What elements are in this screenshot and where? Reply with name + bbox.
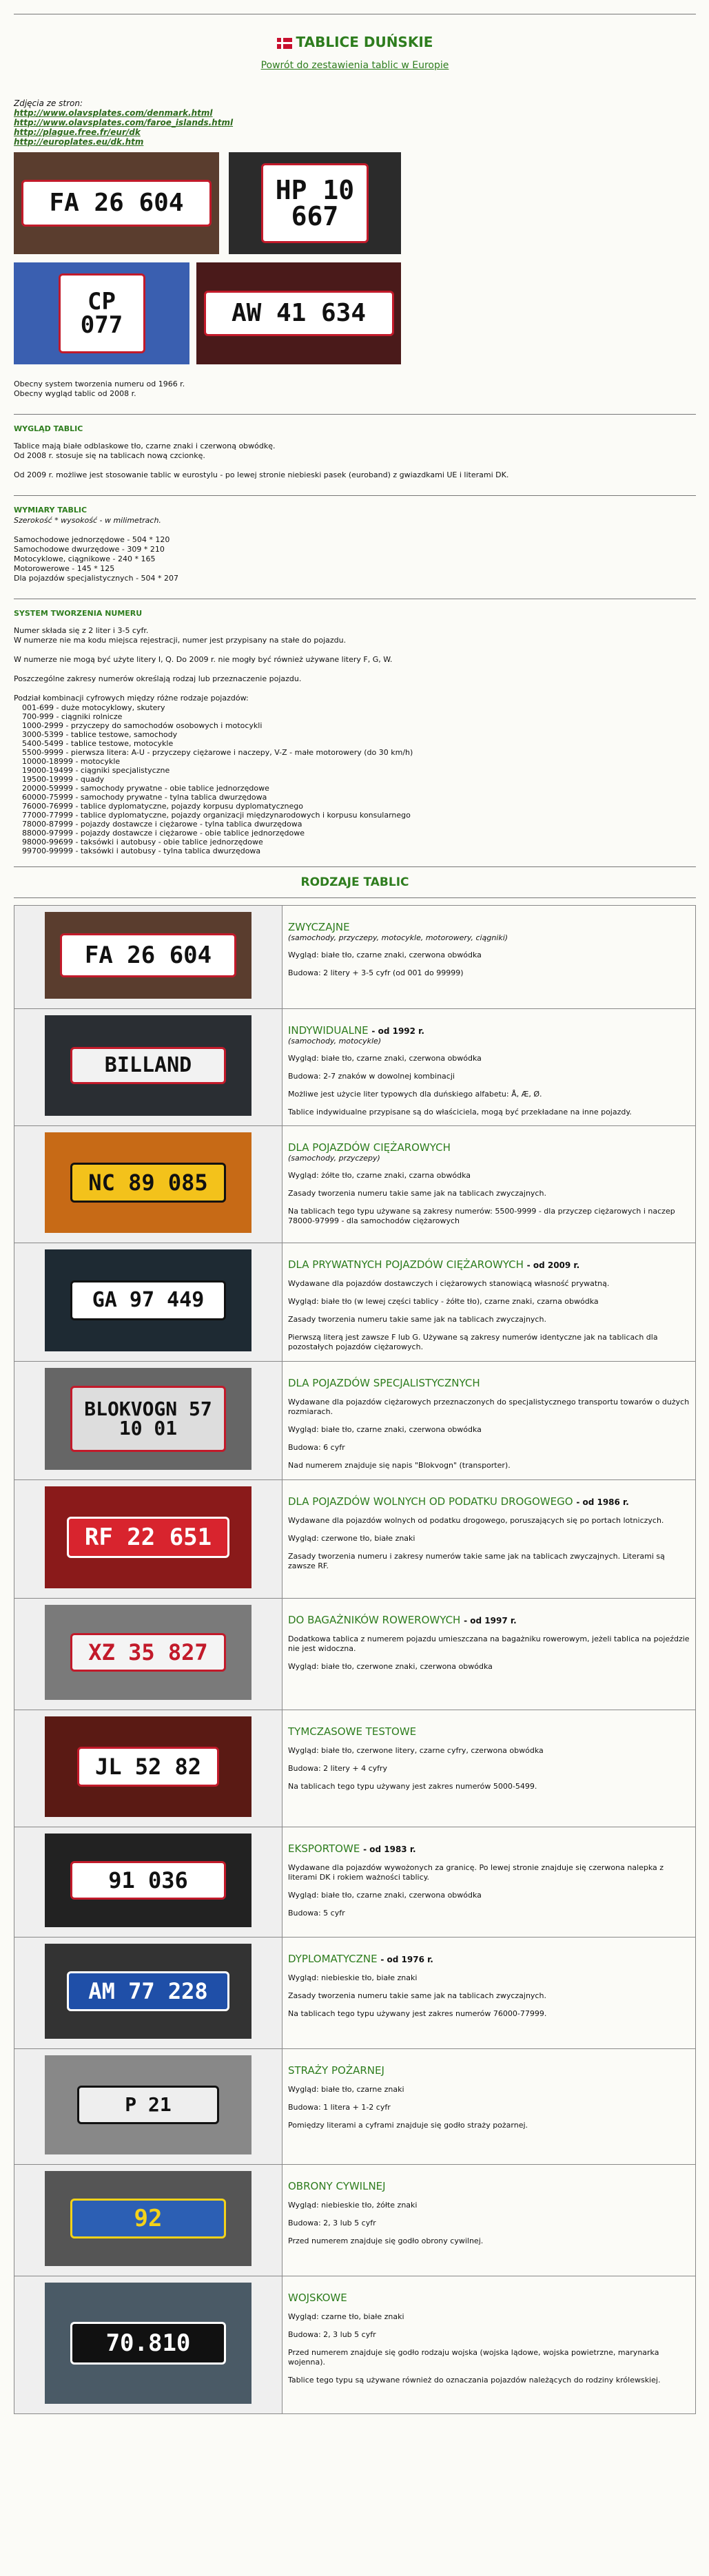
plate: 91 036 (70, 1861, 226, 1900)
plate-photo (45, 1015, 251, 1116)
type-name-text: WOJSKOWE (288, 2292, 347, 2304)
type-line: Zasady tworzenia numeru i zakresy numerów takie same jak na tablicach zwyczajnych. Literami są zawsze RF. (288, 1552, 665, 1570)
types-heading: RODZAJE TABLIC (300, 875, 409, 889)
type-line: Wygląd: białe tło, czarne znaki, czerwona obwódka (288, 951, 482, 959)
plate-type-row (14, 2276, 696, 2414)
range-item: 3000-5399 - tablice testowe, samochody (22, 730, 178, 739)
range-item: 78000-87999 - pojazdy dostawcze i ciężarowe - tylna tablica dwurzędowa (22, 820, 302, 829)
plate: BLOKVOGN 57 10 01 (70, 1386, 226, 1452)
type-line: Tablice tego typu są używane również do oznaczania pojazdów należących do rodziny królewskiej. (288, 2376, 661, 2385)
dims-section (14, 516, 696, 583)
plate-type-row (14, 1480, 696, 1599)
plate-type-row (14, 1599, 696, 1710)
type-name (288, 2180, 690, 2192)
intro (14, 380, 696, 399)
type-line: Budowa: 6 cyfr (288, 1443, 345, 1452)
type-date: - od 1997 r. (464, 1616, 517, 1625)
type-line: Zasady tworzenia numeru takie same jak na tablicach zwyczajnych. (288, 1315, 546, 1324)
plate-description-cell (282, 1710, 696, 1827)
plate-type-row (14, 906, 696, 1009)
section-heading-dims: WYMIARY TABLIC (14, 506, 88, 515)
plate-image-cell (14, 1480, 282, 1599)
plate: P 21 (77, 2086, 219, 2124)
type-line: Możliwe jest użycie liter typowych dla duńskiego alfabetu: Å, Æ, Ø. (288, 1090, 542, 1099)
type-line: Zasady tworzenia numeru takie same jak na tablicach zwyczajnych. (288, 1189, 546, 1198)
plate-type-row (14, 2165, 696, 2276)
denmark-flag-icon (277, 38, 292, 49)
plate-photo (45, 1605, 251, 1700)
type-line: Pierwszą literą jest zawsze F lub G. Używane są zakresy numerów identyczne jak na tablicach dla pozostałych pojazdów ciężarowych. (288, 1333, 658, 1351)
plate-image-cell (14, 1243, 282, 1362)
plate-photo (45, 1716, 251, 1817)
type-name (288, 1377, 690, 1389)
text-line: Numer składa się z 2 liter i 3-5 cyfr. (14, 626, 149, 635)
type-line: Dodatkowa tablica z numerem pojazdu umieszczana na bagażniku rowerowym, jeżeli tablica na pojeździe nie jest widoczna. (288, 1634, 690, 1653)
system-section (14, 626, 696, 855)
dims-note: Szerokość * wysokość - w milimetrach. (14, 516, 161, 525)
plate-type-row (14, 1938, 696, 2049)
type-line: Wygląd: białe tło, czarne znaki (288, 2085, 404, 2094)
plate: 70.810 (70, 2322, 226, 2365)
type-line: Na tablicach tego typu używane są zakresy numerów: 5500-9999 - dla przyczep ciężarowych i naczep 78000-97999 - dla samochodów ciężarowych (288, 1207, 675, 1225)
type-line: Wydawane dla pojazdów ciężarowych przeznaczonych do specjalistycznego transportu towarów o dużych rozmiarach. (288, 1398, 690, 1416)
type-subtitle: (samochody, przyczepy, motocykle, motorowery, ciągniki) (288, 933, 508, 942)
type-line: Wygląd: białe tło, czarne znaki, czerwona obwódka (288, 1425, 482, 1434)
type-name-text: INDYWIDUALNE (288, 1024, 369, 1037)
plate-description-cell (282, 1243, 696, 1362)
plate: NC 89 085 (70, 1163, 226, 1203)
type-date: - od 1986 r. (576, 1497, 629, 1507)
type-line: Budowa: 2 litery + 4 cyfry (288, 1764, 388, 1773)
range-item: 76000-76999 - tablice dyplomatyczne, pojazdy korpusu dyplomatycznego (22, 802, 303, 811)
plate-type-row (14, 2049, 696, 2165)
plate-description-cell (282, 1827, 696, 1938)
plate-image-cell (14, 2049, 282, 2165)
text-line: Od 2008 r. stosuje się na tablicach nową czcionkę. (14, 451, 205, 460)
range-item: 77000-77999 - tablice dyplomatyczne, pojazdy organizacji międzynarodowych i korpusu konsularnego (22, 811, 411, 820)
plate: AM 77 228 (67, 1971, 229, 2011)
plate-photo (45, 1834, 251, 1927)
plate-photo (14, 152, 219, 254)
type-name (288, 1614, 690, 1626)
type-line: Wydawane dla pojazdów wolnych od podatku drogowego, poruszających się po portach lotniczych. (288, 1516, 664, 1525)
type-name-text: DLA POJAZDÓW SPECJALISTYCZNYCH (288, 1377, 480, 1389)
plate-description-cell (282, 2276, 696, 2414)
range-item: 19000-19499 - ciągniki specjalistyczne (22, 766, 170, 775)
type-line: Budowa: 2, 3 lub 5 cyfr (288, 2330, 376, 2339)
plate-photo (14, 262, 189, 364)
plate-type-row (14, 1710, 696, 1827)
type-name-text: STRAŻY POŻARNEJ (288, 2064, 384, 2077)
type-name (288, 921, 690, 933)
ranges-list (22, 703, 696, 855)
type-name (288, 2292, 690, 2304)
back-link[interactable]: Powrót do zestawienia tablic w Europie (260, 60, 449, 71)
range-item: 5500-9999 - pierwsza litera: A-U - przyczepy ciężarowe i naczepy, V-Z - małe motorowery (do 30 km/h) (22, 748, 413, 757)
plate: JL 52 82 (77, 1747, 219, 1787)
type-name (288, 1953, 690, 1965)
plate: HP 10 667 (261, 163, 369, 243)
type-name (288, 1141, 690, 1154)
type-line: Wygląd: niebieskie tło, żółte znaki (288, 2201, 418, 2210)
plate-type-row (14, 1362, 696, 1480)
plate-photo (45, 1368, 251, 1470)
text-line: Samochodowe dwurzędowe - 309 * 210 (14, 545, 165, 554)
range-item: 60000-75999 - samochody prywatne - tylna tablica dwurzędowa (22, 793, 267, 802)
range-item: 19500-19999 - quady (22, 775, 105, 784)
photo-gallery (14, 152, 696, 359)
type-line: Wygląd: żółte tło, czarne znaki, czarna obwódka (288, 1171, 471, 1180)
plate-photo (45, 912, 251, 999)
type-line: Wygląd: białe tło (w lewej części tablicy - żółte tło), czarne znaki, czarna obwódka (288, 1297, 599, 1306)
type-name (288, 1024, 690, 1037)
type-line: Budowa: 2, 3 lub 5 cyfr (288, 2219, 376, 2227)
plate-photo (45, 2171, 251, 2266)
range-item: 98000-99699 - taksówki i autobusy - obie tablice jednorzędowe (22, 838, 263, 846)
plate-description-cell (282, 1126, 696, 1243)
plate-image-cell (14, 1362, 282, 1480)
type-line: Wygląd: białe tło, czarne znaki, czerwona obwódka (288, 1054, 482, 1063)
plate-photo (45, 1249, 251, 1351)
plate-photo (45, 2055, 251, 2154)
type-line: Budowa: 5 cyfr (288, 1909, 345, 1918)
plate-image-cell (14, 1938, 282, 2049)
text-line: Od 2009 r. możliwe jest stosowanie tablic w eurostylu - po lewej stronie niebieski pasek (euroband) z gwiazdkami UE i literami DK. (14, 470, 509, 479)
type-subtitle: (samochody, przyczepy) (288, 1154, 380, 1163)
type-line: Wygląd: niebieskie tło, białe znaki (288, 1973, 418, 1982)
range-item: 700-999 - ciągniki rolnicze (22, 712, 123, 721)
type-name (288, 1258, 690, 1271)
text-line: Dla pojazdów specjalistycznych - 504 * 207 (14, 574, 179, 583)
plate: 92 (70, 2199, 226, 2239)
plate-type-row (14, 1243, 696, 1362)
type-line: Przed numerem znajduje się godło rodzaju wojska (wojska lądowe, wojska powietrzne, marynarka wojenna). (288, 2348, 659, 2367)
plate-description-cell (282, 906, 696, 1009)
plate-description-cell (282, 1009, 696, 1126)
plate: XZ 35 827 (70, 1633, 226, 1672)
text-line: Motocyklowe, ciągnikowe - 240 * 165 (14, 554, 156, 563)
plate-image-cell (14, 1710, 282, 1827)
sources-label: Zdjęcia ze stron: (14, 98, 83, 108)
plate-image-cell (14, 1126, 282, 1243)
plate-image-cell (14, 1599, 282, 1710)
plate-description-cell (282, 1938, 696, 2049)
page (14, 0, 696, 2414)
plate-image-cell (14, 906, 282, 1009)
type-line: Przed numerem znajduje się godło obrony cywilnej. (288, 2236, 484, 2245)
type-line: Tablice indywidualne przypisane są do właściciela, mogą być przekładane na inne pojazdy. (288, 1108, 632, 1116)
plate-description-cell (282, 2049, 696, 2165)
text-line: Samochodowe jednorzędowe - 504 * 120 (14, 535, 170, 544)
type-line: Budowa: 2-7 znaków w dowolnej kombinacji (288, 1072, 455, 1081)
plate-image-cell (14, 2165, 282, 2276)
plate: BILLAND (70, 1047, 226, 1084)
text-line: Poszczególne zakresy numerów określają rodzaj lub przeznaczenie pojazdu. (14, 674, 302, 683)
type-name-text: DLA PRYWATNYCH POJAZDÓW CIĘŻAROWYCH (288, 1258, 524, 1271)
source-link[interactable]: http://www.olavsplates.com/denmark.html (14, 108, 213, 118)
source-link[interactable]: http://www.olavsplates.com/faroe_islands.html (14, 118, 234, 127)
type-name (288, 1495, 690, 1508)
type-line: Wygląd: białe tło, czarne znaki, czerwona obwódka (288, 1891, 482, 1900)
type-line: Budowa: 1 litera + 1-2 cyfr (288, 2103, 391, 2112)
text-line: W numerze nie mogą być użyte litery I, Q. Do 2009 r. nie mogły być również używane litery F, G, W. (14, 655, 393, 664)
type-line: Nad numerem znajduje się napis "Blokvogn" (transporter). (288, 1461, 511, 1470)
type-name-text: OBRONY CYWILNEJ (288, 2180, 386, 2192)
plate-description-cell (282, 1599, 696, 1710)
type-name (288, 1725, 690, 1738)
plate: RF 22 651 (67, 1517, 229, 1558)
plate-types-table (14, 905, 696, 2414)
range-item: 1000-2999 - przyczepy do samochodów osobowych i motocykli (22, 721, 263, 730)
type-name-text: TYMCZASOWE TESTOWE (288, 1725, 417, 1738)
plate-type-row (14, 1009, 696, 1126)
plate-type-row (14, 1827, 696, 1938)
type-line: Wydawane dla pojazdów wywożonych za granicę. Po lewej stronie znajduje się czerwona nalepka z literami DK i rokiem ważności tablicy. (288, 1863, 664, 1882)
type-line: Wygląd: czerwone tło, białe znaki (288, 1534, 415, 1543)
type-name-text: EKSPORTOWE (288, 1842, 360, 1855)
look-section (14, 442, 696, 480)
plate-description-cell (282, 2165, 696, 2276)
plate-image-cell (14, 2276, 282, 2414)
type-name-text: DLA POJAZDÓW WOLNYCH OD PODATKU DROGOWEGO (288, 1495, 573, 1508)
range-item: 99700-99999 - taksówki i autobusy - tylna tablica dwurzędowa (22, 846, 261, 855)
type-date: - od 1976 r. (380, 1955, 433, 1964)
type-name (288, 1842, 690, 1855)
type-line: Zasady tworzenia numeru takie same jak na tablicach zwyczajnych. (288, 1991, 546, 2000)
page-title (14, 34, 696, 50)
type-line: Na tablicach tego typu używany jest zakres numerów 76000-77999. (288, 2009, 547, 2018)
type-name-text: DLA POJAZDÓW CIĘŻAROWYCH (288, 1141, 451, 1154)
plate-photo (45, 1132, 251, 1233)
plate-photo (229, 152, 401, 254)
type-name-text: DO BAGAŻNIKÓW ROWEROWYCH (288, 1614, 461, 1626)
plate: GA 97 449 (70, 1280, 226, 1320)
text-line: Podział kombinacji cyfrowych między różne rodzaje pojazdów: (14, 694, 249, 703)
type-line: Wydawane dla pojazdów dostawczych i ciężarowych stanowiącą własność prywatną. (288, 1279, 610, 1288)
type-line: Pomiędzy literami a cyframi znajduje się godło straży pożarnej. (288, 2121, 528, 2130)
title-text: TABLICE DUŃSKIE (296, 34, 433, 50)
type-line: Na tablicach tego typu używany jest zakres numerów 5000-5499. (288, 1782, 537, 1791)
plate-description-cell (282, 1362, 696, 1480)
type-line: Wygląd: czarne tło, białe znaki (288, 2312, 404, 2321)
type-name-text: DYPLOMATYCZNE (288, 1953, 378, 1965)
type-name (288, 2064, 690, 2077)
range-item: 20000-59999 - samochody prywatne - obie tablice jednorzędowe (22, 784, 269, 793)
plate: FA 26 604 (60, 933, 236, 977)
range-item: 10000-18999 - motocykle (22, 757, 121, 766)
plate-photo (45, 1486, 251, 1588)
type-line: Wygląd: białe tło, czerwone znaki, czerwona obwódka (288, 1662, 493, 1671)
type-subtitle: (samochody, motocykle) (288, 1037, 382, 1046)
plate-photo (196, 262, 401, 364)
section-heading-system: SYSTEM TWORZENIA NUMERU (14, 609, 143, 618)
sources (14, 98, 696, 147)
text-line: Motorowerowe - 145 * 125 (14, 564, 115, 573)
type-date: - od 1992 r. (371, 1026, 424, 1036)
plate: CP 077 (59, 273, 145, 353)
plate-description-cell (282, 1480, 696, 1599)
intro-line: Obecny wygląd tablic od 2008 r. (14, 389, 136, 398)
range-item: 5400-5499 - tablice testowe, motocykle (22, 739, 174, 748)
plate-image-cell (14, 1009, 282, 1126)
intro-line: Obecny system tworzenia numeru od 1966 r. (14, 380, 185, 388)
plate-type-row (14, 1126, 696, 1243)
plate-image-cell (14, 1827, 282, 1938)
source-link[interactable]: http://europlates.eu/dk.htm (14, 137, 144, 147)
type-line: Wygląd: białe tło, czerwone litery, czarne cyfry, czerwona obwódka (288, 1746, 544, 1755)
text-line: Tablice mają białe odblaskowe tło, czarne znaki i czerwoną obwódkę. (14, 442, 276, 450)
type-date: - od 2009 r. (526, 1260, 580, 1270)
range-item: 001-699 - duże motocyklowy, skutery (22, 703, 165, 712)
text-line: W numerze nie ma kodu miejsca rejestracji, numer jest przypisany na stałe do pojazdu. (14, 636, 347, 645)
type-line: Budowa: 2 litery + 3-5 cyfr (od 001 do 99999) (288, 968, 464, 977)
source-link[interactable]: http://plague.free.fr/eur/dk (14, 127, 141, 137)
plate-photo (45, 1944, 251, 2039)
range-item: 88000-97999 - pojazdy dostawcze i ciężarowe - obie tablice jednorzędowe (22, 829, 305, 838)
section-heading-look: WYGLĄD TABLIC (14, 424, 83, 433)
plate: FA 26 604 (21, 180, 212, 227)
type-name-text: ZWYCZAJNE (288, 921, 350, 933)
plate-photo (45, 2283, 251, 2404)
plate: AW 41 634 (204, 291, 394, 336)
type-date: - od 1983 r. (363, 1845, 416, 1854)
